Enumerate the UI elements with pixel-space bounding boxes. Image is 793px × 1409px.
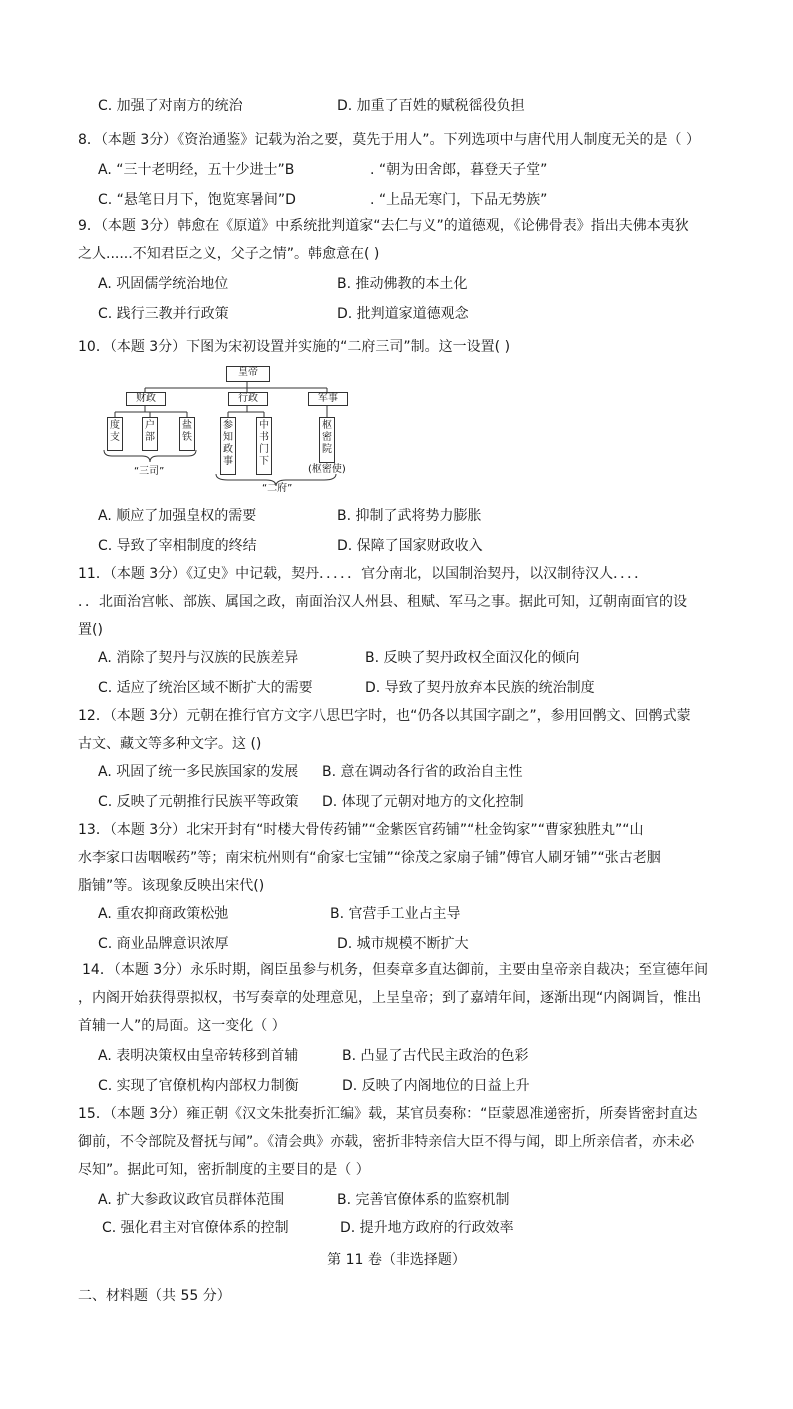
q15-option-a: A. 扩大参政议政官员群体范围 [98,1192,285,1208]
q12-option-c: C. 反映了元朝推行民族平等政策 [98,794,299,810]
q8-stem: 8．（本题 3分）《资治通鉴》记载为治之要，莫先于用人”。下列选项中与唐代用人制度无关的是（ ） [78,132,700,148]
q8-option-d: . “上品无寒门，下品无势族” [370,192,548,208]
q11-option-b: B. 反映了契丹政权全面汉化的倾向 [365,650,580,666]
q9-stem-line1: 9．（本题 3分）韩愈在《原道》中系统批判道家“去仁与义”的道德观，《论佛骨表》指出夫佛本夷狄 [78,218,689,234]
two-offices-three-departments-diagram [98,362,360,492]
q14-option-b: B. 凸显了古代民主政治的色彩 [342,1048,529,1064]
diagram-emperor: 皇帝 [226,366,270,382]
q12-option-d: D. 体现了元朝对地方的文化控制 [322,794,524,810]
q8-option-c: C. “悬笔日月下，饱览寒暑间”D [98,192,296,208]
q13-stem-line2: 水李家口齿咽喉药”等；南宋杭州则有“俞家七宝铺”“徐茂之家扇子铺”傅官人刷牙铺”“张古老胭 [78,850,661,866]
q10-option-b: B. 抑制了武将势力膨胀 [337,508,482,524]
q11-stem-line2: ．．北面治宫帐、部族、属国之政，南面治汉人州县、租赋、军马之事。据此可知，辽朝南面官的设 [78,594,687,610]
q11-option-d: D. 导致了契丹放弃本民族的统治制度 [365,680,595,696]
q13-stem-line3: 脂铺”等。该现象反映出宋代() [78,878,265,894]
q12-option-b: B. 意在调动各行省的政治自主性 [322,764,523,780]
diagram-hubu: 户部 [142,417,158,451]
q9-stem-line2: 之人......不知君臣之义，父子之情”。韩愈意在( ) [78,246,380,262]
diagram-sansi-label: “三司” [134,466,165,477]
q9-option-b: B. 推动佛教的本土化 [337,276,468,292]
q10-stem: 10．（本题 3分）下图为宋初设置并实施的“二府三司”制。这一设置( ) [78,339,511,355]
diagram-military: 军事 [308,392,348,406]
q11-stem-line3: 置() [78,622,103,638]
q12-stem-line2: 古文、藏文等多种文字。这 () [78,736,262,752]
q9-option-d: D. 批判道家道德观念 [337,306,469,322]
q14-stem-line3: 首辅一人”的局面。这一变化（ ） [78,1018,286,1034]
diagram-duzhi: 度支 [107,417,123,451]
q9-option-a: A. 巩固儒学统治地位 [98,276,229,292]
q9-option-c: C. 践行三教并行政策 [98,306,229,322]
q8-option-b: . “朝为田舍郎，暮登天子堂” [370,162,548,178]
q13-option-a: A. 重农抑商政策松弛 [98,906,229,922]
diagram-shumishi-label: (枢密使) [308,464,346,475]
q15-option-d: D. 提升地方政府的行政效率 [340,1220,514,1236]
diagram-shumiyuan: 枢密院 [319,417,335,463]
section-two-heading: 二、材料题（共 55 分） [78,1288,231,1304]
q10-option-d: D. 保障了国家财政收入 [337,538,483,554]
q14-option-a: A. 表明决策权由皇帝转移到首辅 [98,1048,299,1064]
q14-option-c: C. 实现了官僚机构内部权力制衡 [98,1078,299,1094]
q11-stem-line1: 11．（本题 3分）《辽史》中记载，契丹．．．．．官分南北，以国制治契丹，以汉制待汉人．．．． [78,566,649,582]
q10-option-c: C. 导致了宰相制度的终结 [98,538,257,554]
q13-option-c: C. 商业品牌意识浓厚 [98,936,229,952]
q15-option-c: C. 强化君主对官僚体系的控制 [102,1220,289,1236]
q7-option-d: D. 加重了百姓的赋税徭役负担 [337,98,525,114]
q14-stem-line1: 14．（本题 3分）永乐时期，阁臣虽参与机务，但奏章多直达御前，主要由皇帝亲自裁决；至宣德年间 [82,962,709,978]
q15-stem-line2: 御前，不令部院及督抚与闻”。《清会典》亦载，密折非特亲信大臣不得与闻，即上所亲信者，亦未必 [78,1134,695,1150]
q15-option-b: B. 完善官僚体系的监察机制 [337,1192,510,1208]
q10-option-a: A. 顺应了加强皇权的需要 [98,508,257,524]
q15-stem-line1: 15．（本题 3分）雍正朝《汉文朱批奏折汇编》载，某官员奏称：“臣蒙恩准递密折，所奏皆密封直达 [78,1106,698,1122]
q13-option-d: D. 城市规模不断扩大 [337,936,469,952]
q13-stem-line1: 13．（本题 3分）北宋开封有“时楼大骨传药铺”“金紫医官药铺”“杜金钩家”“曹家独胜丸”“山 [78,822,644,838]
diagram-canzhi-zhengshi: 参知政事 [220,417,236,475]
q12-stem-line1: 12．（本题 3分）元朝在推行官方文字八思巴字时，也“仍各以其国字副之”，参用回鹘文、回鹘式蒙 [78,708,691,724]
volume-two-title: 第 11 卷（非选择题） [327,1252,466,1268]
q11-option-c: C. 适应了统治区域不断扩大的需要 [98,680,313,696]
q15-stem-line3: 尽知”。据此可知，密折制度的主要目的是（ ） [78,1162,370,1178]
q14-stem-line2: ，内阁开始获得票拟权，书写奏章的处理意见，上呈皇帝；到了嘉靖年间，逐渐出现“内阁调旨，惟出 [78,990,702,1006]
q12-option-a: A. 巩固了统一多民族国家的发展 [98,764,299,780]
q13-option-b: B. 官营手工业占主导 [330,906,461,922]
diagram-finance: 财政 [126,392,166,406]
diagram-erfu-label: “二府” [262,483,293,494]
diagram-yantie: 盐铁 [179,417,195,451]
q7-option-c: C. 加强了对南方的统治 [98,98,243,114]
q14-option-d: D. 反映了内阁地位的日益上升 [342,1078,530,1094]
diagram-administration: 行政 [228,392,268,406]
q8-option-a: A. “三十老明经，五十少进士”B [98,162,295,178]
diagram-zhongshu-menxia: 中书门下 [256,417,272,475]
q11-option-a: A. 消除了契丹与汉族的民族差异 [98,650,299,666]
